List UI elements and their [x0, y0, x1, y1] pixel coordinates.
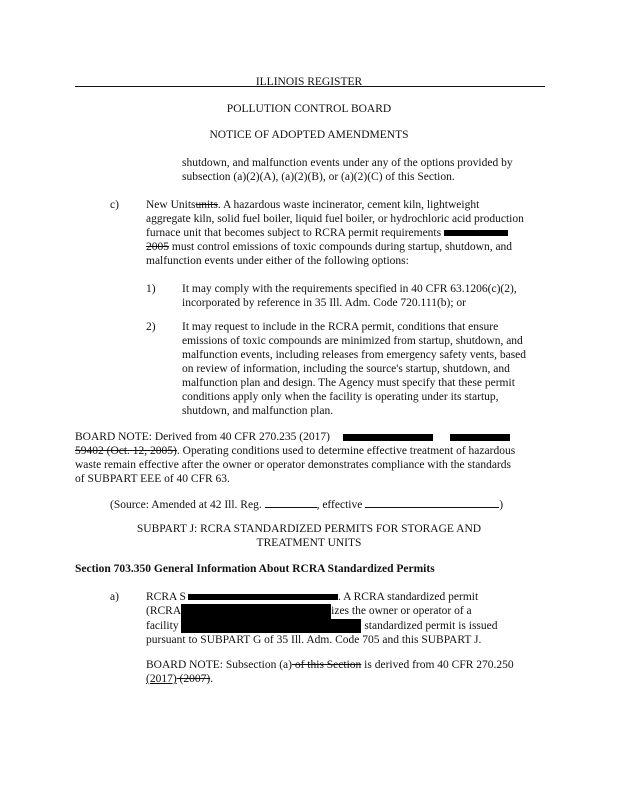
- board-note-line: [75, 444, 555, 458]
- notice-title: NOTICE OF ADOPTED AMENDMENTS: [209, 129, 409, 141]
- option-line: on review of information, including the source's startup, shutdown, and: [182, 363, 510, 375]
- subpart-heading: [0, 522, 618, 550]
- board-note-line: [146, 672, 566, 686]
- subsection-c-line: malfunction events under either of the following options:: [146, 255, 409, 267]
- text-run: facility: [146, 620, 179, 632]
- board-note-line: [146, 658, 566, 672]
- subsection-c-line: [146, 226, 566, 240]
- option-line: It may request to include in the RCRA permit, conditions that ensure: [182, 321, 499, 333]
- board-title: POLLUTION CONTROL BOARD: [226, 103, 392, 115]
- option-2-label: 2): [146, 321, 156, 333]
- redaction-bar: [450, 434, 510, 441]
- text-run: RCRA S: [146, 591, 186, 603]
- text-run: izes the owner or operator of a: [331, 605, 472, 618]
- option-1-label: 1): [146, 283, 156, 295]
- struck-text: 2005: [146, 241, 169, 253]
- redaction-bar: [181, 619, 361, 633]
- subsection-a-line: [146, 619, 566, 633]
- subsection-a-line: [146, 604, 566, 619]
- blank-line: [365, 496, 499, 508]
- board-note-2: [146, 658, 566, 686]
- text-run: . Operating conditions used to determine effective treatment of hazardous: [176, 445, 516, 457]
- register-title: ILLINOIS REGISTER: [255, 76, 363, 88]
- text-run: BOARD NOTE: Subsection (a): [146, 659, 292, 671]
- text-run: is derived from 40 CFR 270.250: [361, 659, 514, 671]
- option-line: shutdown, and malfunction plan.: [182, 405, 334, 417]
- option-1-text: [182, 282, 562, 310]
- struck-text: 59402 (Oct. 12, 2005): [75, 445, 177, 457]
- option-line: It may comply with the requirements specified in 40 CFR 63.1206(c)(2),: [182, 283, 517, 295]
- source-note: [110, 496, 550, 512]
- continuation-line: shutdown, and malfunction events under any of the options provided by: [182, 157, 513, 169]
- subsection-a-line: [146, 590, 566, 604]
- subsection-c-line: aggregate kiln, solid fuel boiler, liquid fuel boiler, or hydrochloric acid production: [146, 213, 524, 225]
- redaction-bar: [181, 604, 331, 619]
- text-run: .: [210, 673, 214, 685]
- subsection-a-text: [146, 590, 566, 647]
- redaction-bar: [343, 434, 433, 441]
- option-2-text: [182, 320, 562, 418]
- text-run: ): [499, 499, 504, 511]
- board-note-line: of SUBPART EEE of 40 CFR 63.: [75, 473, 230, 485]
- text-run: standardized permit is issued: [364, 620, 498, 632]
- option-line: incorporated by reference in 35 Ill. Adm. Code 720.111(b); or: [182, 297, 467, 309]
- subpart-line: TREATMENT UNITS: [256, 537, 362, 549]
- text-run: (RCRA: [146, 605, 182, 618]
- subpart-line: SUBPART J: RCRA STANDARDIZED PERMITS FOR STORAGE AND: [136, 523, 482, 535]
- inserted-text: New Units: [146, 199, 196, 211]
- text-run: must control emissions of toxic compounds during startup, shutdown, and: [169, 241, 513, 253]
- continuation-text: [182, 156, 562, 184]
- redaction-bar: [444, 230, 508, 236]
- text-run: . A RCRA standardized permit: [337, 591, 479, 603]
- subsection-a-line: pursuant to SUBPART G of 35 Ill. Adm. Code 705 and this SUBPART J.: [146, 634, 482, 647]
- struck-text: of this Section: [291, 659, 362, 671]
- board-note-1: [75, 430, 555, 486]
- board-note-line: waste remain effective after the owner or operator demonstrates compliance with the standards: [75, 459, 511, 471]
- option-line: malfunction events, including releases from emergency safety vents, based: [182, 349, 527, 361]
- text-run: BOARD NOTE: Derived from 40 CFR 270.235 (2017): [75, 431, 330, 443]
- subsection-c-text: [146, 198, 566, 268]
- struck-text: units: [195, 199, 218, 211]
- text-run: (Source: Amended at 42 Ill. Reg.: [110, 499, 262, 511]
- board-note-line: [75, 430, 555, 444]
- continuation-line: subsection (a)(2)(A), (a)(2)(B), or (a)(2)(C) of this Section.: [182, 171, 455, 183]
- subsection-c-line: [146, 240, 566, 254]
- redaction-bar: [188, 594, 338, 600]
- text-run: , effective: [316, 499, 363, 511]
- subsection-a-label: a): [110, 591, 119, 603]
- option-line: conditions apply only when the facility is operating under its startup,: [182, 391, 499, 403]
- text-run: . A hazardous waste incinerator, cement kiln, lightweight: [217, 199, 480, 211]
- subsection-c-label: c): [110, 199, 119, 211]
- inserted-text: (2017): [146, 673, 177, 685]
- option-line: emissions of toxic compounds are minimized from startup, shutdown, and: [182, 335, 523, 347]
- option-line: malfunction plan and design. The Agency must specify that these permit: [182, 377, 515, 389]
- section-heading: Section 703.350 General Information About RCRA Standardized Permits: [75, 563, 435, 575]
- subsection-c-line: [146, 198, 566, 212]
- struck-text: (2007): [176, 673, 211, 685]
- text-run: furnace unit that becomes subject to RCRA permit requirements: [146, 227, 442, 239]
- blank-line: [265, 496, 317, 508]
